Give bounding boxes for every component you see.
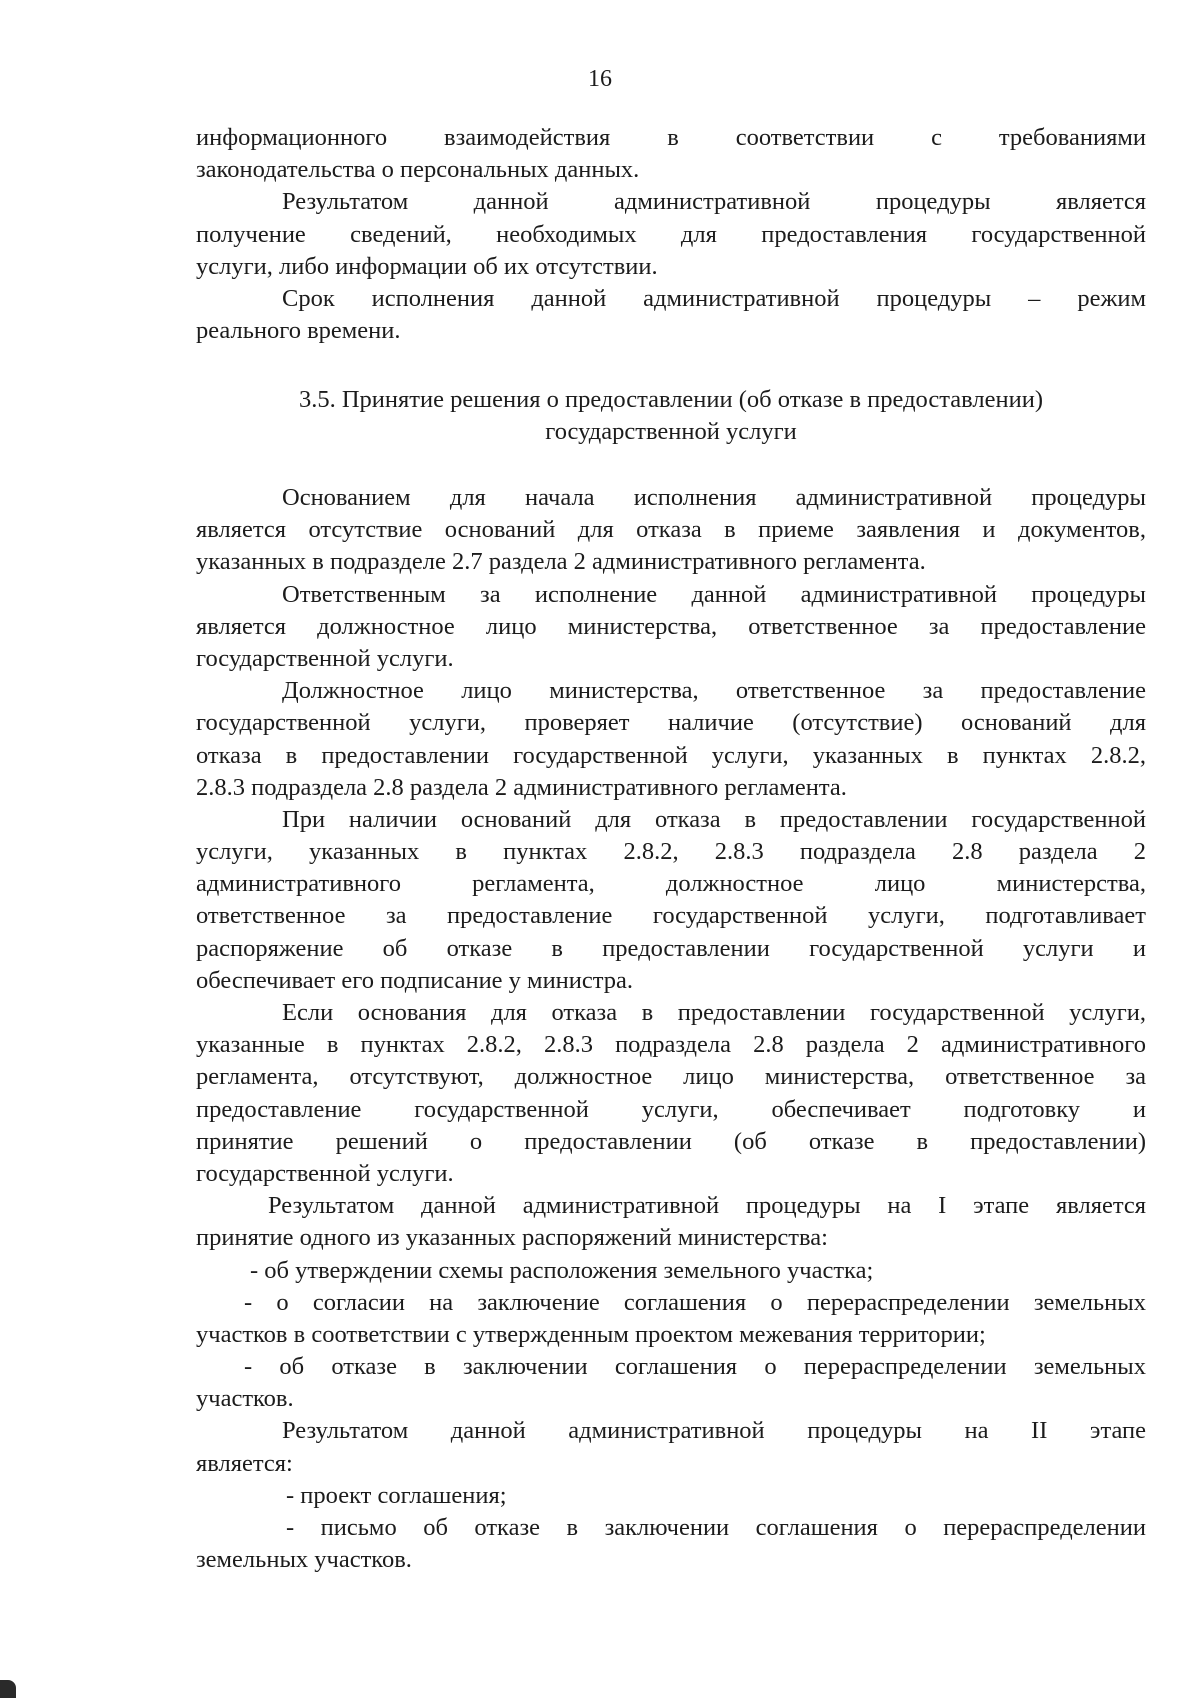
text-line: 2.8.3 подраздела 2.8 раздела 2 административного регламента.: [196, 773, 847, 801]
text-line: Результатом данной административной процедуры на I этапе является: [268, 1192, 1146, 1220]
text-line: административного регламента, должностное лицо министерства,: [196, 870, 1146, 898]
text-line: Ответственным за исполнение данной административной процедуры: [282, 580, 1146, 608]
text-line: Результатом данной административной процедуры является: [282, 188, 1146, 216]
text-line: регламента, отсутствуют, должностное лицо министерства, ответственное за: [196, 1063, 1146, 1091]
list-item: - письмо об отказе в заключении соглашения о перераспределении: [286, 1514, 1146, 1541]
text-line: отказа в предоставлении государственной услуги, указанных в пунктах 2.8.2,: [196, 741, 1146, 769]
text-line: услуги, указанных в пунктах 2.8.2, 2.8.3 подраздела 2.8 раздела 2: [196, 838, 1146, 866]
text-line: принятие одного из указанных распоряжений министерства:: [196, 1224, 828, 1252]
list-item: - об отказе в заключении соглашения о перераспределении земельных: [244, 1353, 1146, 1381]
heading-line: государственной услуги: [545, 418, 797, 446]
scan-edge-mark: [0, 1680, 16, 1698]
text-line: является отсутствие оснований для отказа в приеме заявления и документов,: [196, 516, 1146, 544]
section-heading: [196, 384, 1146, 448]
text-line: земельных участков.: [196, 1546, 412, 1574]
text-line: Результатом данной административной процедуры на II этапе: [282, 1417, 1146, 1445]
text-line: законодательства о персональных данных.: [196, 156, 640, 184]
list-item: - о согласии на заключение соглашения о перераспределении земельных: [244, 1288, 1146, 1316]
text-line: участков в соответствии с утвержденным проектом межевания территории;: [196, 1320, 986, 1348]
list-item: - об утверждении схемы расположения земельного участка;: [250, 1256, 874, 1284]
text-line: принятие решений о предоставлении (об отказе в предоставлении): [196, 1127, 1146, 1155]
text-line: услуги, либо информации об их отсутствии.: [196, 252, 658, 280]
text-line: государственной услуги.: [196, 644, 454, 672]
text-line: реального времени.: [196, 317, 401, 345]
text-line: ответственное за предоставление государственной услуги, подготавливает: [196, 902, 1146, 930]
text-line: предоставление государственной услуги, обеспечивает подготовку и: [196, 1095, 1146, 1123]
section-body: [196, 482, 1146, 1576]
text-line: указанные в пунктах 2.8.2, 2.8.3 подраздела 2.8 раздела 2 административного: [196, 1031, 1146, 1059]
text-line: распоряжение об отказе в предоставлении государственной услуги и: [196, 934, 1146, 962]
text-line: обеспечивает его подписание у министра.: [196, 966, 634, 994]
intro-paragraphs: [196, 122, 1146, 347]
text-line: государственной услуги, проверяет наличие (отсутствие) оснований для: [196, 709, 1146, 737]
text-line: Срок исполнения данной административной процедуры – режим: [282, 284, 1146, 312]
text-line: информационного взаимодействия в соответствии с требованиями: [196, 124, 1146, 151]
text-line: участков.: [196, 1385, 294, 1413]
text-line: получение сведений, необходимых для предоставления государственной: [196, 220, 1146, 248]
text-line: является должностное лицо министерства, ответственное за предоставление: [196, 612, 1146, 640]
text-line: Должностное лицо министерства, ответственное за предоставление: [282, 677, 1146, 705]
text-line: государственной услуги.: [196, 1159, 454, 1187]
text-line: Если основания для отказа в предоставлении государственной услуги,: [282, 999, 1146, 1026]
text-line: указанных в подразделе 2.7 раздела 2 административного регламента.: [196, 548, 926, 576]
text-line: является:: [196, 1449, 293, 1477]
heading-line: 3.5. Принятие решения о предоставлении (об отказе в предоставлении): [298, 386, 1044, 413]
page-number: 16: [588, 66, 612, 92]
list-item: - проект соглашения;: [286, 1481, 507, 1509]
text-line: Основанием для начала исполнения административной процедуры: [282, 484, 1146, 511]
text-line: При наличии оснований для отказа в предоставлении государственной: [282, 805, 1146, 833]
